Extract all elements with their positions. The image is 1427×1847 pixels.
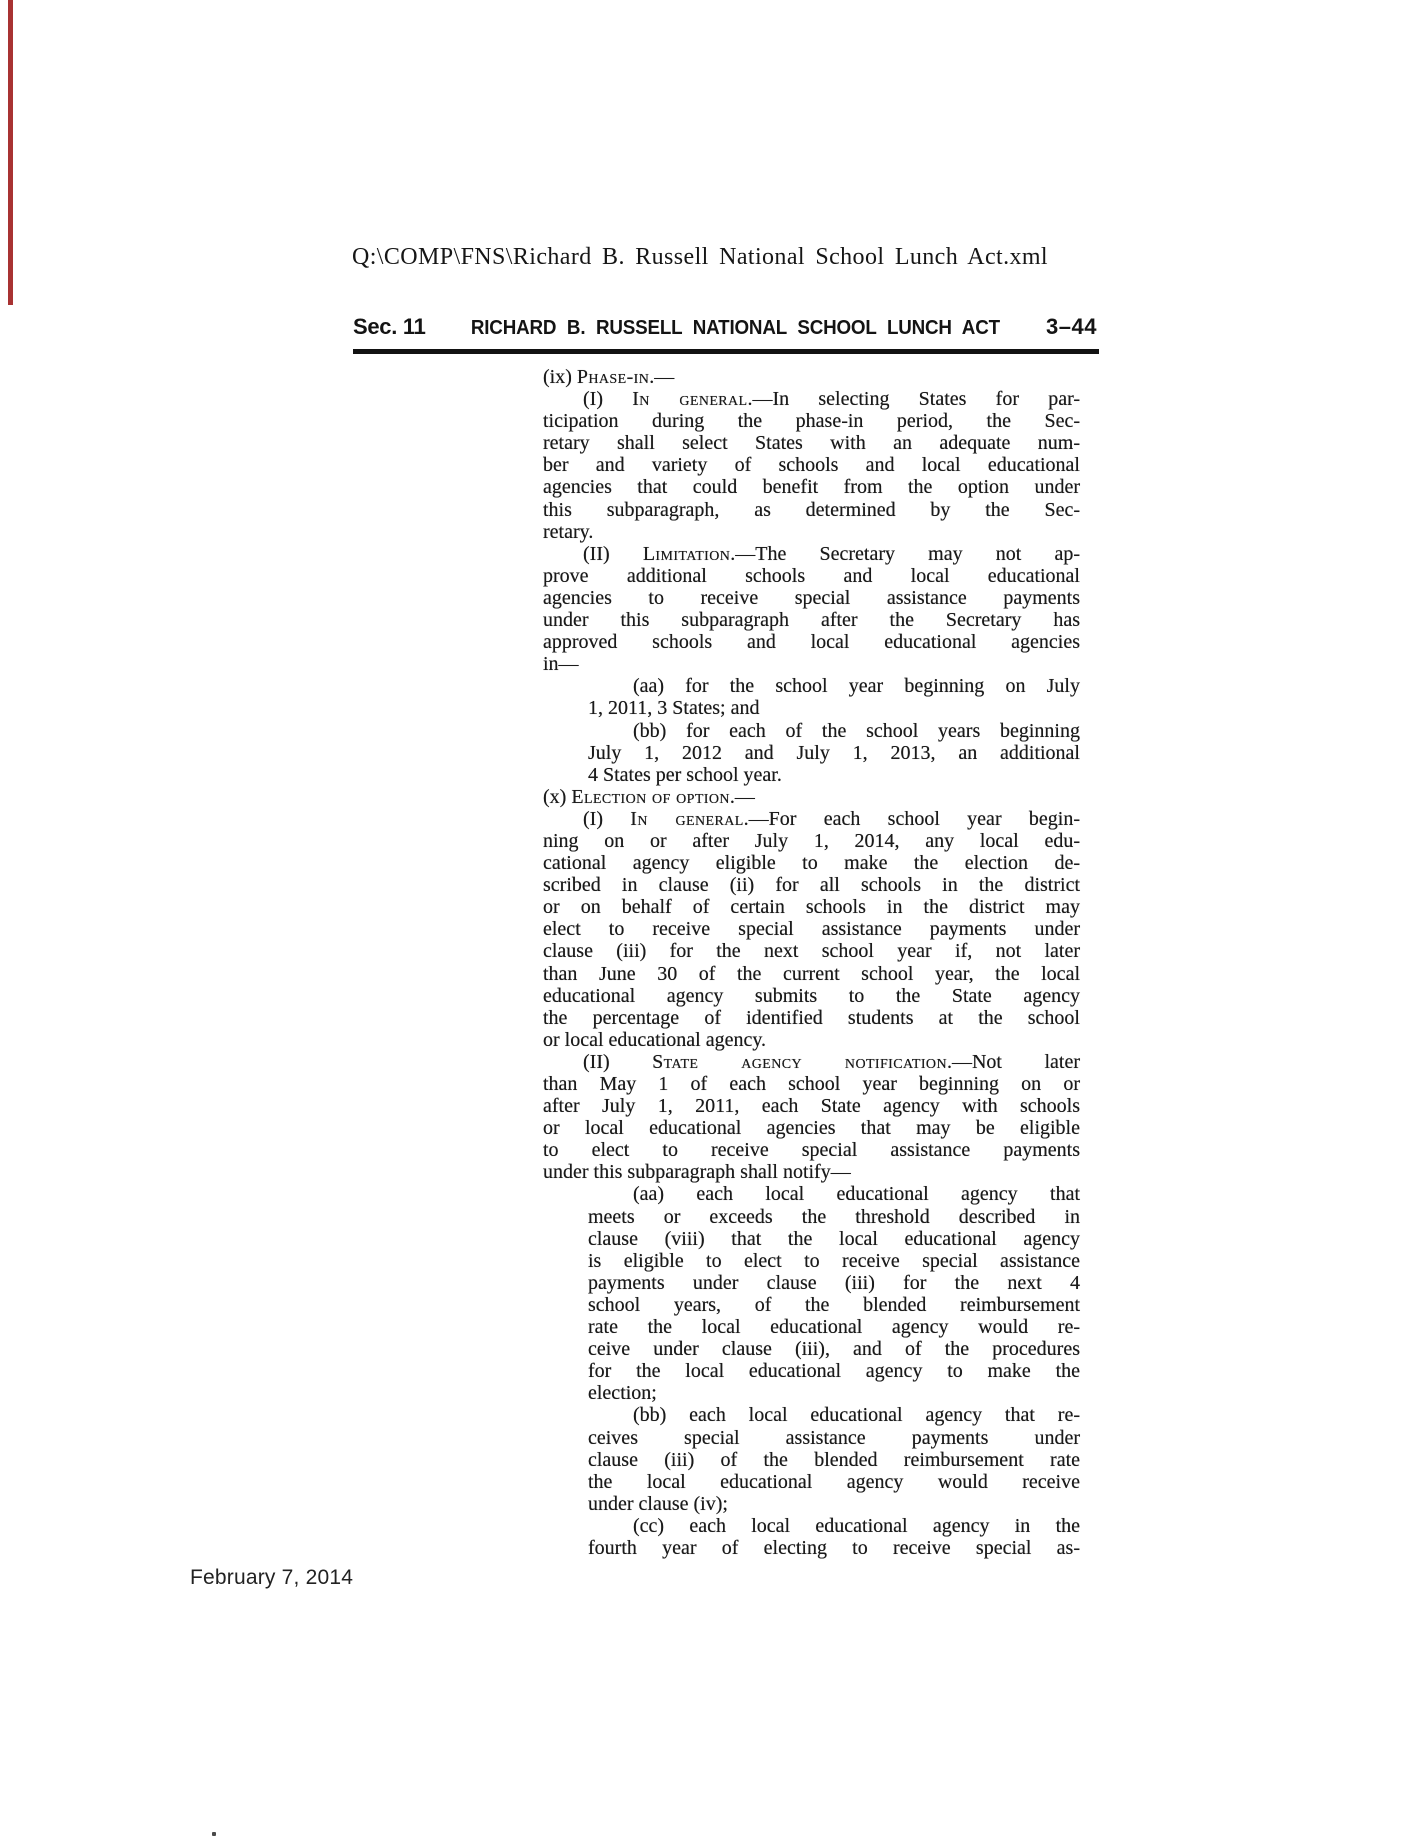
body-line (543, 830, 1080, 852)
body-line (543, 476, 1080, 498)
body-text-segment: election; (588, 1382, 657, 1405)
body-line (543, 410, 1080, 432)
body-line (543, 454, 1080, 476)
footer-date: February 7, 2014 (190, 1566, 354, 1589)
body-text-segment: clause (iii) for the next school year if, not later (543, 940, 1080, 963)
body-text-segment: or on behalf of certain schools in the district may (543, 896, 1080, 919)
body-text-segment: agencies that could benefit from the option under (543, 476, 1080, 499)
body-text-segment: .—Not later (946, 1050, 1080, 1073)
body-line (543, 985, 1080, 1007)
body-text-segment: meets or exceeds the threshold described in (588, 1205, 1080, 1228)
body-line (543, 1073, 1080, 1095)
body-text-segment: or local educational agencies that may be eligible (543, 1117, 1080, 1140)
body-line (543, 366, 1080, 388)
body-line (543, 499, 1080, 521)
body-line (543, 1294, 1080, 1316)
body-line (543, 653, 1080, 675)
small-caps-term: In general (630, 807, 744, 830)
body-line (543, 609, 1080, 631)
body-text-segment: (aa) each local educational agency that (633, 1183, 1080, 1206)
body-text-segment: .— (649, 366, 675, 388)
body-text-segment: ber and variety of schools and local educational (543, 454, 1080, 477)
body-text-segment: .— (729, 785, 755, 808)
header-rule (353, 349, 1099, 354)
page-number: 3–44 (1046, 314, 1097, 339)
scan-speck (212, 1832, 216, 1836)
body-line (543, 521, 1080, 543)
body-line (543, 918, 1080, 940)
body-line (543, 1272, 1080, 1294)
body-line (543, 432, 1080, 454)
body-line (543, 852, 1080, 874)
body-line (543, 1250, 1080, 1272)
body-line (543, 1449, 1080, 1471)
body-text-segment: this subparagraph, as determined by the Sec- (543, 498, 1080, 521)
body-text-segment: (bb) for each of the school years beginning (633, 719, 1080, 742)
body-line (543, 1515, 1080, 1537)
body-line (543, 874, 1080, 896)
body-line (543, 1427, 1080, 1449)
section-label: Sec. 11 (353, 314, 426, 339)
body-text-segment: (II) (583, 1050, 653, 1073)
body-line (543, 1183, 1080, 1205)
body-text-segment: after July 1, 2011, each State agency with schools (543, 1095, 1080, 1118)
running-head (353, 314, 1097, 340)
body-line (543, 896, 1080, 918)
body-text-segment: 4 States per school year. (588, 763, 782, 786)
body-text-segment: or local educational agency. (543, 1028, 767, 1051)
body-line (543, 940, 1080, 962)
body-line (543, 388, 1080, 410)
body-line (543, 587, 1080, 609)
body-line (543, 742, 1080, 764)
body-line (543, 764, 1080, 786)
body-line (543, 1117, 1080, 1139)
body-line (543, 1338, 1080, 1360)
body-text-segment: .—The Secretary may not ap- (730, 542, 1081, 565)
body-text-segment: than May 1 of each school year beginning on or (543, 1073, 1080, 1095)
body-text-segment: ceive under clause (iii), and of the procedures (588, 1338, 1080, 1361)
body-text-segment: scribed in clause (ii) for all schools in the district (543, 874, 1080, 897)
body-text-segment: payments under clause (iii) for the next 4 (588, 1271, 1080, 1294)
body-text-segment: retary shall select States with an adequate num- (543, 432, 1080, 455)
body-text-segment: for the local educational agency to make the (588, 1360, 1080, 1383)
body-text-segment: school years, of the blended reimbursement (588, 1293, 1080, 1316)
body-text-segment: (ix) (543, 366, 577, 388)
file-path-header: Q:\COMP\FNS\Richard B. Russell National School Lunch Act.xml (352, 244, 1048, 270)
body-line (543, 786, 1080, 808)
body-text-segment: fourth year of electing to receive special as- (588, 1536, 1080, 1559)
body-line (543, 1537, 1080, 1559)
body-text-segment: .—For each school year begin- (743, 807, 1080, 830)
red-margin-mark (8, 0, 13, 305)
body-text-segment: clause (viii) that the local educational agency (588, 1227, 1080, 1250)
body-text-segment: agencies to receive special assistance payments (543, 586, 1080, 609)
body-text-segment: than June 30 of the current school year, the local (543, 962, 1080, 985)
statute-body-text (543, 366, 1080, 1559)
body-text-segment: to elect to receive special assistance payments (543, 1139, 1080, 1162)
small-caps-term: In general (632, 388, 748, 411)
body-line (543, 1029, 1080, 1051)
body-text-segment: is eligible to elect to receive special assistance (588, 1249, 1080, 1272)
body-line (543, 1404, 1080, 1426)
small-caps-term: Phase-in (576, 366, 650, 388)
body-line (543, 1007, 1080, 1029)
body-line (543, 1471, 1080, 1493)
small-caps-term: Limitation (642, 542, 731, 565)
body-text-segment: (I) (583, 388, 633, 411)
body-text-segment: the local educational agency would receive (588, 1470, 1080, 1493)
body-line (543, 675, 1080, 697)
body-line (543, 1161, 1080, 1183)
body-text-segment: under this subparagraph shall notify— (543, 1161, 851, 1184)
body-line (543, 1139, 1080, 1161)
body-text-segment: rate the local educational agency would re- (588, 1316, 1080, 1339)
body-line (543, 1493, 1080, 1515)
body-text-segment: (II) (583, 542, 643, 565)
body-text-segment: approved schools and local educational agencies (543, 631, 1080, 654)
body-text-segment: elect to receive special assistance payments under (543, 918, 1080, 941)
body-text-segment: July 1, 2012 and July 1, 2013, an additional (588, 741, 1080, 764)
body-text-segment: under clause (iv); (588, 1492, 728, 1515)
small-caps-term: Election of option (571, 785, 730, 808)
body-text-segment: ticipation during the phase-in period, the Sec- (543, 410, 1080, 433)
body-text-segment: under this subparagraph after the Secretary has (543, 609, 1080, 632)
body-line (543, 808, 1080, 830)
body-line (543, 1228, 1080, 1250)
body-text-segment: ceives special assistance payments under (588, 1426, 1080, 1449)
body-line (543, 697, 1080, 719)
body-text-segment: cational agency eligible to make the election de- (543, 852, 1080, 875)
body-line (543, 963, 1080, 985)
body-text-segment: the percentage of identified students at the school (543, 1006, 1080, 1029)
body-line (543, 720, 1080, 742)
body-line (543, 1051, 1080, 1073)
body-text-segment: (bb) each local educational agency that re- (633, 1404, 1080, 1427)
small-caps-term: State agency notification (652, 1050, 947, 1073)
body-line (543, 565, 1080, 587)
body-text-segment: 1, 2011, 3 States; and (588, 697, 760, 720)
body-text-segment: (cc) each local educational agency in the (633, 1514, 1080, 1537)
body-line (543, 1095, 1080, 1117)
body-line (543, 1382, 1080, 1404)
body-text-segment: ning on or after July 1, 2014, any local edu- (543, 829, 1080, 852)
body-line (543, 631, 1080, 653)
body-text-segment: in— (543, 653, 579, 676)
body-line (543, 1360, 1080, 1382)
body-text-segment: educational agency submits to the State agency (543, 984, 1080, 1007)
body-text-segment: (I) (583, 807, 631, 830)
body-text-segment: prove additional schools and local educational (543, 564, 1080, 587)
body-line (543, 1316, 1080, 1338)
body-text-segment: .—In selecting States for par- (747, 388, 1080, 411)
document-title: RICHARD B. RUSSELL NATIONAL SCHOOL LUNCH ACT (471, 317, 1001, 339)
body-text-segment: retary. (543, 520, 594, 543)
body-line (543, 1206, 1080, 1228)
body-line (543, 543, 1080, 565)
body-text-segment: (aa) for the school year beginning on July (633, 675, 1080, 698)
body-text-segment: clause (iii) of the blended reimbursement rate (588, 1448, 1080, 1471)
body-text-segment: (x) (543, 785, 572, 808)
